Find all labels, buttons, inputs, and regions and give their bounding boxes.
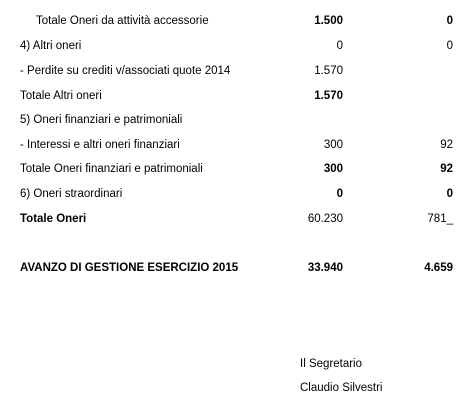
row-label: - Interessi e altri oneri finanziari (20, 139, 180, 151)
signature-role: Il Segretario (300, 358, 363, 370)
row-label: 5) Oneri finanziari e patrimoniali (20, 114, 183, 126)
row-oneri-straordinari (0, 186, 470, 202)
row-value-1: 0 (336, 188, 343, 200)
row-label: AVANZO DI GESTIONE ESERCIZIO 2015 (20, 262, 239, 274)
row-value-1: 60.230 (307, 213, 343, 225)
row-label: Totale Oneri (20, 213, 87, 225)
row-totale-altri-oneri (0, 88, 470, 104)
row-value-2: 92 (440, 139, 453, 151)
row-perdite-crediti (0, 63, 470, 79)
row-value-1: 300 (323, 139, 343, 151)
row-value-1: 1.570 (314, 90, 343, 102)
row-label: Totale Oneri da attività accessorie (36, 15, 209, 27)
row-value-2: 0 (446, 40, 453, 52)
row-value-1: 1.500 (314, 15, 343, 27)
row-label: - Perdite su crediti v/associati quote 2014 (20, 65, 231, 77)
row-value-1: 33.940 (307, 262, 343, 274)
row-totale-oneri-accessorie (0, 13, 470, 29)
row-label: 6) Oneri straordinari (20, 188, 123, 200)
row-label: 4) Altri oneri (20, 40, 82, 52)
row-totale-oneri-finanziari (0, 161, 470, 177)
row-altri-oneri (0, 38, 470, 54)
row-value-2: 4.659 (424, 262, 453, 274)
row-value-1: 0 (336, 40, 343, 52)
row-value-2: 92 (440, 163, 453, 175)
row-label: Totale Oneri finanziari e patrimoniali (20, 163, 203, 175)
row-label: Totale Altri oneri (20, 90, 102, 102)
row-value-2: 0 (446, 15, 453, 27)
row-interessi (0, 137, 470, 153)
row-totale-oneri (0, 211, 470, 227)
row-value-1: 1.570 (314, 65, 343, 77)
row-avanzo-gestione (0, 260, 470, 276)
row-value-2: 0 (446, 188, 453, 200)
signature-name: Claudio Silvestri (300, 382, 383, 394)
row-value-2: 781_ (427, 213, 453, 225)
row-value-1: 300 (323, 163, 343, 175)
row-oneri-finanziari (0, 112, 470, 128)
